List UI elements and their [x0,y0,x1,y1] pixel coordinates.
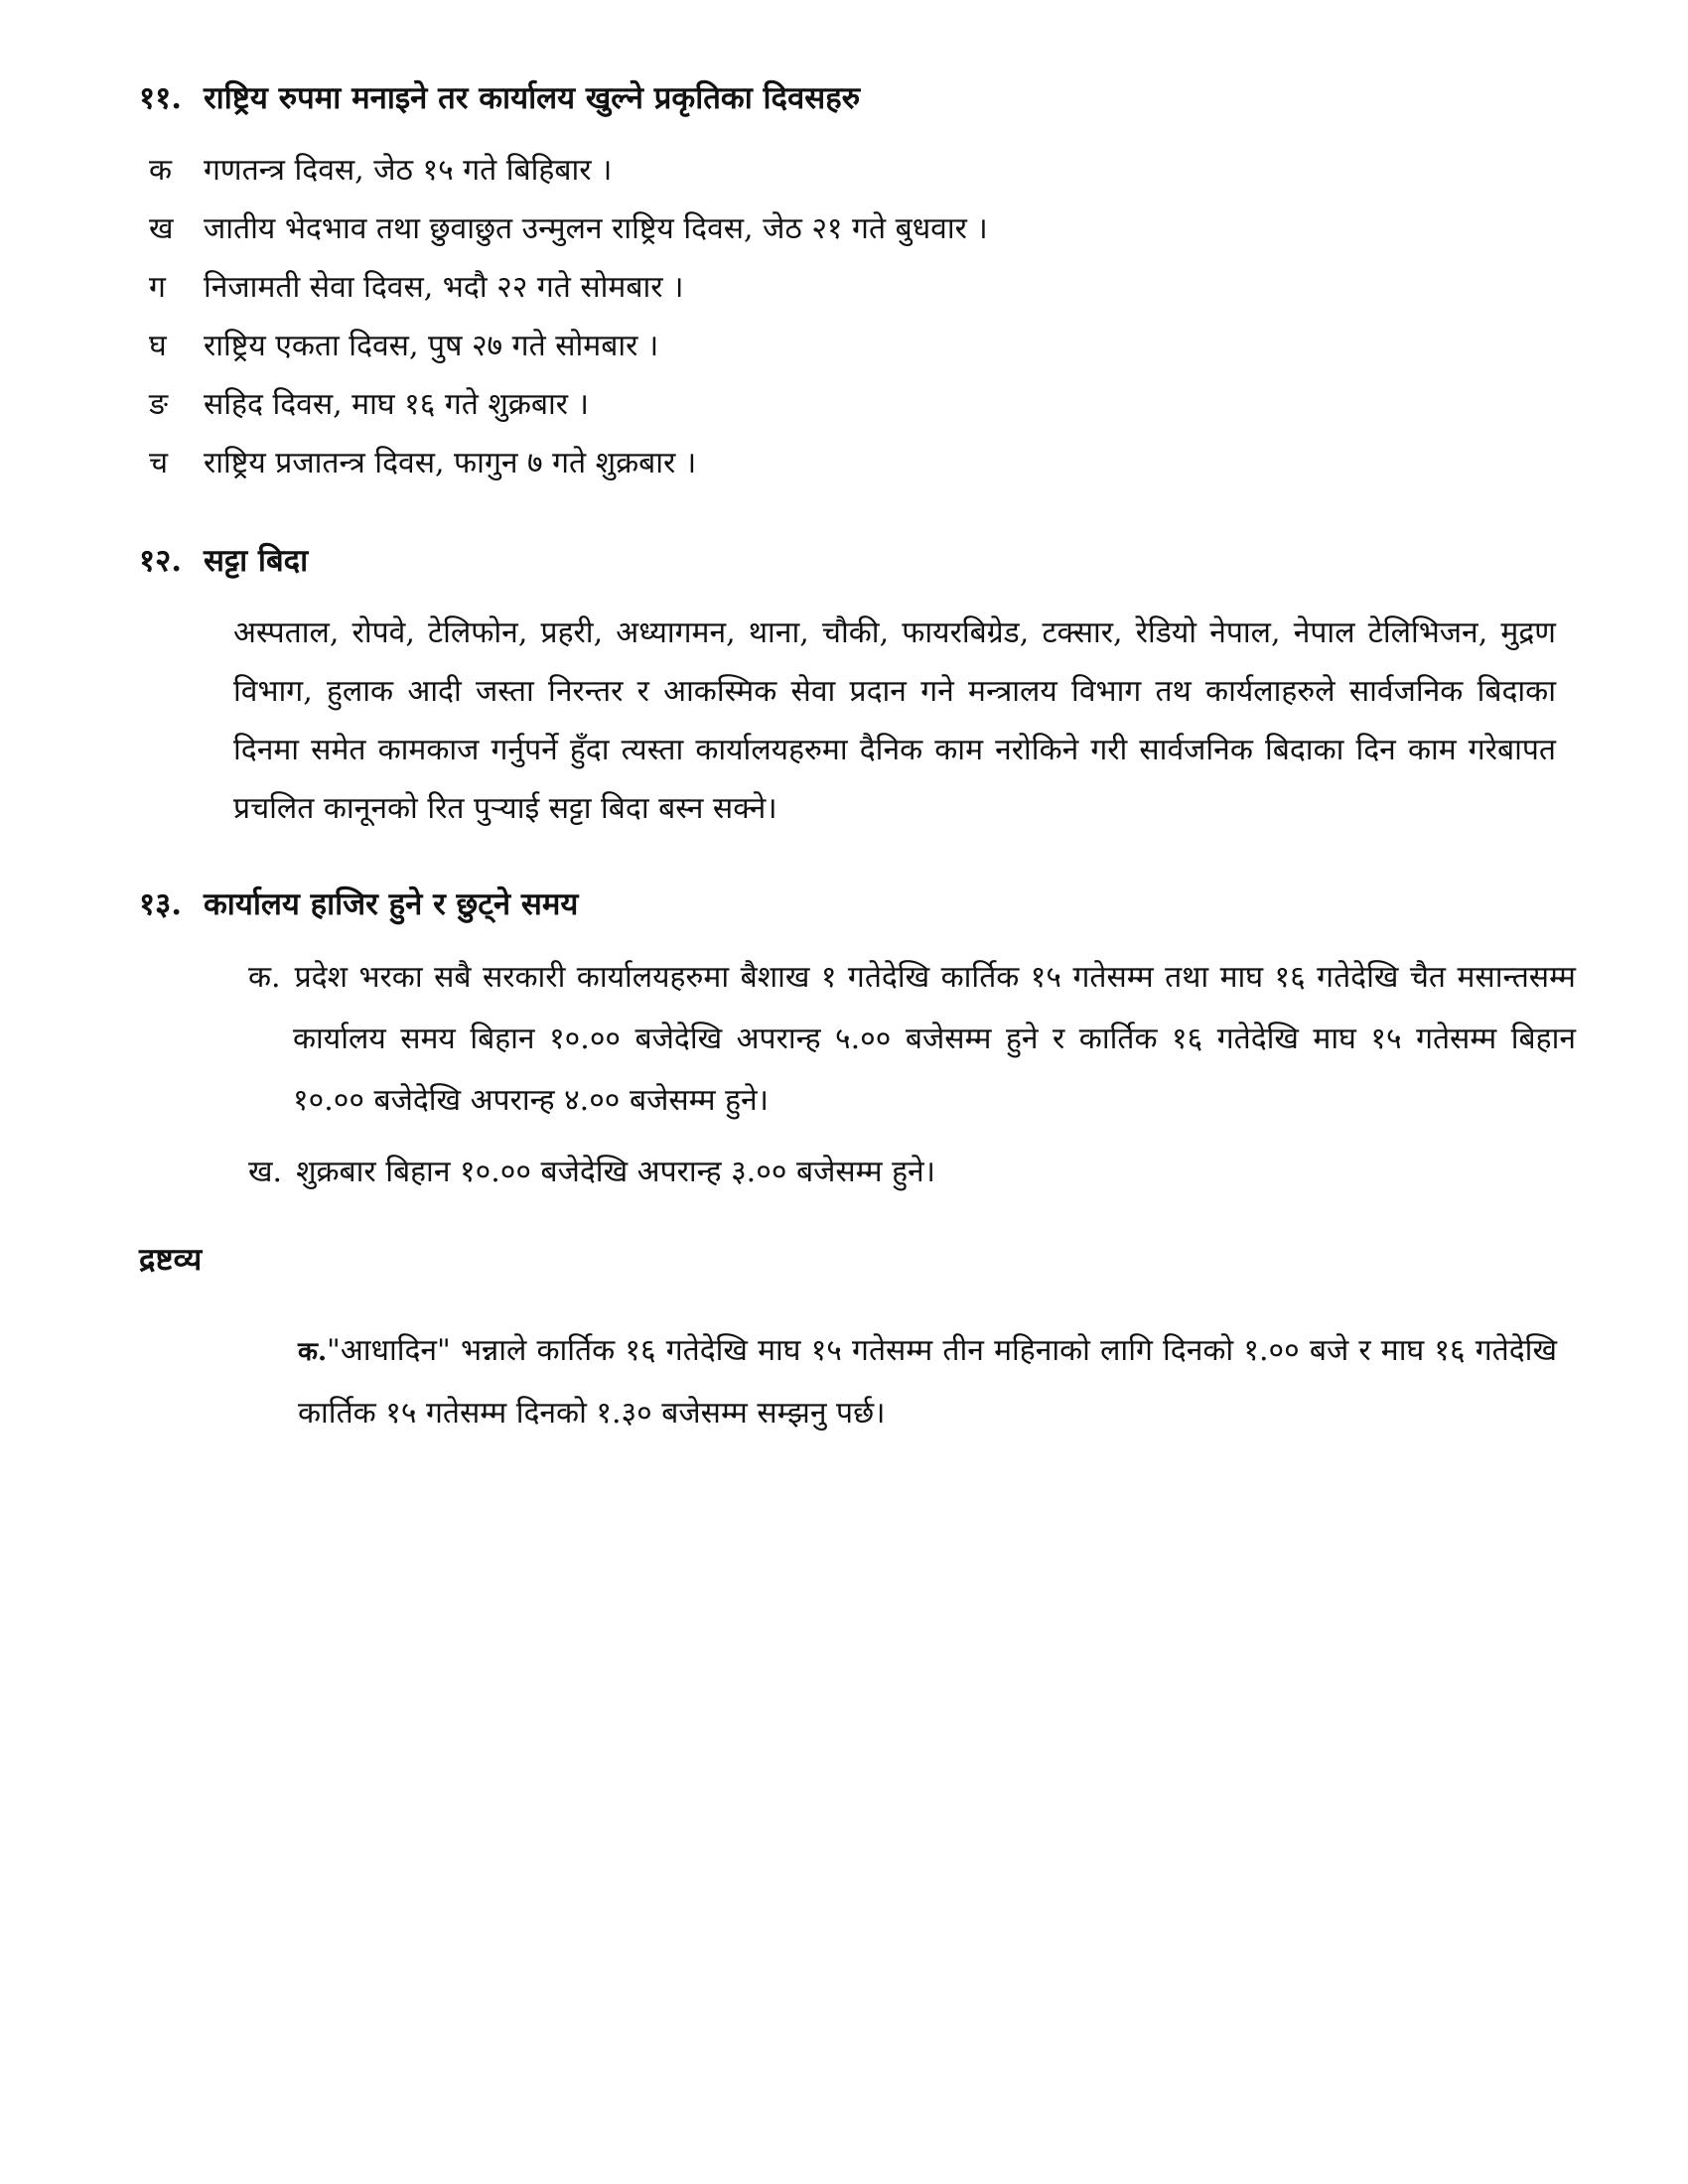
item-label: ङ [149,387,169,422]
holiday-list [139,141,1554,492]
section-title: सट्टा बिदा [204,543,309,579]
item-text: जातीय भेदभाव तथा छुवाछुत उन्मुलन राष्ट्रिय दिवस, जेठ २१ गते बुधवार । [204,211,988,246]
item-text: सहिद दिवस, माघ १६ गते शुक्रबार । [204,387,589,422]
item-text: गणतन्त्र दिवस, जेठ १५ गते बिहिबार । [204,153,613,188]
item-label: ख. [248,1155,283,1189]
list-item [139,141,1554,200]
section-title: राष्ट्रिय रुपमा मनाइने तर कार्यालय खुल्ने प्रकृतिका दिवसहरु [204,80,861,116]
note-item [298,1320,1557,1444]
section-number: ११. [139,80,183,116]
note-section [139,1239,1557,1444]
section-number: १२. [139,543,183,579]
note-heading: द्रष्टव्य [139,1242,203,1278]
note-text: "आधादिन" भन्नाले कार्तिक १६ गतेदेखि माघ १५ गतेसम्म तीन महिनाको लागि दिनको १.०० बजे र माघ १६ गतेदेखि कार्तिक १५ गतेसम्म दिनको १.३० बजेसम्म सम्झनु पर्छ। [298,1333,1557,1431]
section-number: १३. [139,887,183,922]
item-label: ग [149,270,166,305]
section-11 [139,77,1554,492]
list-item [139,317,1554,375]
list-item [139,258,1554,317]
section-11-heading [139,77,1554,119]
item-label: क [149,153,173,188]
item-label: घ [149,329,167,363]
item-text: राष्ट्रिय एकता दिवस, पुष २७ गते सोमबार । [204,329,659,363]
list-item [139,200,1554,258]
item-text: राष्ट्रिय प्रजातन्त्र दिवस, फागुन ७ गते शुक्रबार । [204,446,697,480]
item-label: क. [248,960,281,995]
section-title: कार्यालय हाजिर हुने र छुट्ने समय [204,887,579,922]
section-12-heading [139,540,1554,582]
item-text: शुक्रबार बिहान १०.०० बजेदेखि अपरान्ह ३.०० बजेसम्म हुने। [296,1155,936,1189]
item-text: प्रदेश भरका सबै सरकारी कार्यालयहरुमा बैशाख १ गतेदेखि कार्तिक १५ गतेसम्म तथा माघ १६ गतेदेखि चैत मसान्तसम्म कार्यालय समय बिहान १०.०० बजेदेखि अपरान्ह ५.०० बजेसम्म हुने र कार्तिक १६ गतेदेखि माघ १५ गतेसम्म बिहान १०.०० बजेदेखि अपरान्ह ४.०० बजेसम्म हुने। [293,960,1576,1118]
item-text: निजामती सेवा दिवस, भदौ २२ गते सोमबार । [204,270,684,305]
list-item [139,375,1554,434]
list-item [248,947,1576,1132]
section-12-paragraph: अस्पताल, रोपवे, टेलिफोन, प्रहरी, अध्यागमन, थाना, चौकी, फायरबिग्रेड, टक्सार, रेडियो नेपाल, नेपाल टेलिभिजन, मुद्रण विभाग, हुलाक आदी जस्ता निरन्तर र आकस्मिक सेवा प्रदान गने मन्त्रालय विभाग तथ कार्यलाहरुले सार्वजनिक बिदाका दिनमा समेत कामकाज गर्नुपर्ने हुँदा त्यस्ता कार्यालयहरुमा दैनिक काम नरोकिने गरी सार्वजनिक बिदाका दिन काम गरेबापत प्रचलित कानूनको रित पुऱ्याई सट्टा बिदा बस्न सक्ने। [233,615,1556,826]
office-hours-list [139,947,1576,1203]
section-13 [139,884,1576,1203]
section-12 [139,540,1554,838]
item-label: ख [149,211,174,246]
note-label: क. [298,1337,328,1367]
list-item [248,1142,1576,1203]
section-13-heading [139,884,1554,925]
list-item [139,434,1554,492]
item-label: च [149,446,169,480]
